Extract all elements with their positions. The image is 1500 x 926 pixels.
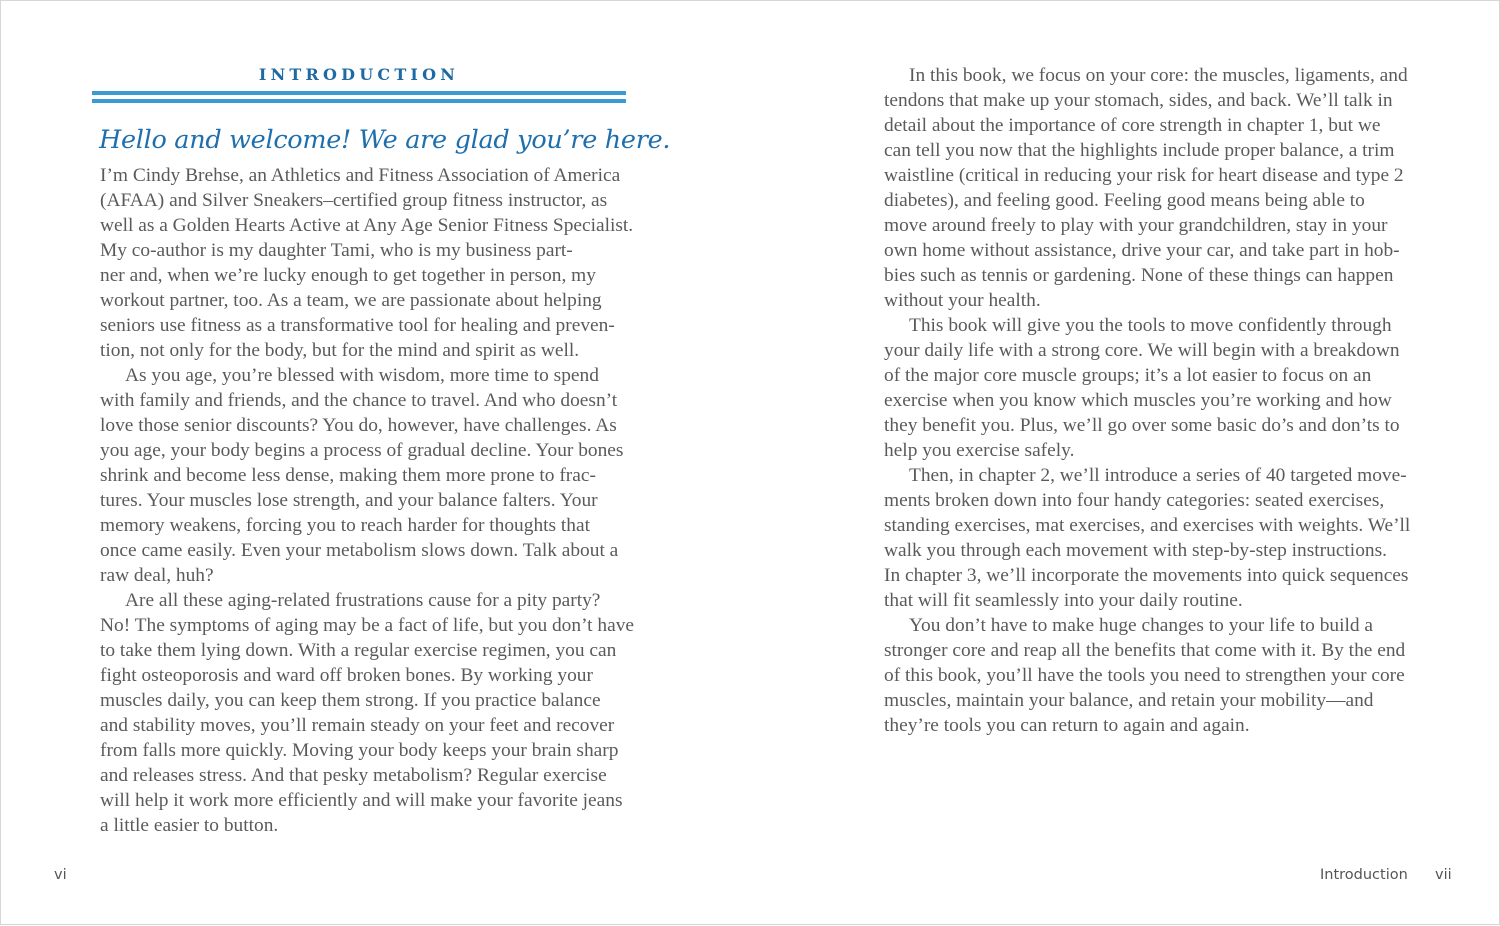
text-line: once came easily. Even your metabolism slows down. Talk about a xyxy=(100,540,619,561)
text-line: This book will give you the tools to move confidently through xyxy=(909,315,1392,336)
text-line: ner and, when we’re lucky enough to get together in person, my xyxy=(100,265,596,286)
text-line: a little easier to button. xyxy=(100,815,279,836)
text-line: exercise when you know which muscles you’re working and how xyxy=(884,390,1392,411)
text-line: waistline (critical in reducing your risk for heart disease and type 2 xyxy=(884,165,1404,186)
paragraph xyxy=(884,313,1404,463)
section-label: INTRODUCTION xyxy=(258,65,460,84)
text-line: You don’t have to make huge changes to your life to build a xyxy=(909,615,1374,636)
text-line: with family and friends, and the chance to travel. And who doesn’t xyxy=(100,390,618,411)
running-head: Introduction xyxy=(1320,867,1408,883)
text-line: can tell you now that the highlights include proper balance, a trim xyxy=(884,140,1395,161)
text-line: In this book, we focus on your core: the muscles, ligaments, and xyxy=(909,65,1408,86)
page-number-right: vii xyxy=(1435,867,1452,883)
text-line: muscles daily, you can keep them strong. If you practice balance xyxy=(100,690,601,711)
text-line: memory weakens, forcing you to reach harder for thoughts that xyxy=(100,515,590,536)
text-line: will help it work more efficiently and will make your favorite jeans xyxy=(100,790,623,811)
paragraph xyxy=(100,363,624,588)
text-line: (AFAA) and Silver Sneakers–certified group fitness instructor, as xyxy=(100,190,608,211)
text-line: muscles, maintain your balance, and retain your mobility—and xyxy=(884,690,1374,711)
heading-rule-bottom xyxy=(92,99,626,103)
text-line: help you exercise safely. xyxy=(884,440,1075,461)
text-line: your daily life with a strong core. We will begin with a breakdown xyxy=(884,340,1400,361)
text-line: and releases stress. And that pesky metabolism? Regular exercise xyxy=(100,765,607,786)
text-line: fight osteoporosis and ward off broken bones. By working your xyxy=(100,665,593,686)
text-line: Are all these aging-related frustrations cause for a pity party? xyxy=(125,590,601,611)
text-line: In chapter 3, we’ll incorporate the movements into quick sequences xyxy=(884,565,1409,586)
heading-rule-top xyxy=(92,91,626,95)
text-line: As you age, you’re blessed with wisdom, more time to spend xyxy=(125,365,599,386)
text-line: they benefit you. Plus, we’ll go over some basic do’s and don’ts to xyxy=(884,415,1400,436)
chapter-heading: Hello and welcome! We are glad you’re here. xyxy=(99,125,671,155)
text-line: tion, not only for the body, but for the mind and spirit as well. xyxy=(100,340,580,361)
text-line: that will fit seamlessly into your daily routine. xyxy=(884,590,1243,611)
text-line: No! The symptoms of aging may be a fact of life, but you don’t have xyxy=(100,615,635,636)
text-line: My co-author is my daughter Tami, who is my business part- xyxy=(100,240,573,261)
text-line: Then, in chapter 2, we’ll introduce a series of 40 targeted move- xyxy=(909,465,1407,486)
text-line: stronger core and reap all the benefits that come with it. By the end xyxy=(884,640,1406,661)
text-line: and stability moves, you’ll remain steady on your feet and recover xyxy=(100,715,615,736)
text-line: of the major core muscle groups; it’s a lot easier to focus on an xyxy=(884,365,1372,386)
right-body-text xyxy=(884,63,1411,738)
right-page xyxy=(751,1,1500,926)
text-line: to take them lying down. With a regular exercise regimen, you can xyxy=(100,640,617,661)
paragraph xyxy=(884,463,1411,613)
page-number-left: vi xyxy=(54,867,67,883)
paragraph xyxy=(100,588,635,838)
text-line: tures. Your muscles lose strength, and your balance falters. Your xyxy=(100,490,598,511)
text-line: diabetes), and feeling good. Feeling good means being able to xyxy=(884,190,1365,211)
left-body-text xyxy=(100,163,635,838)
text-line: I’m Cindy Brehse, an Athletics and Fitness Association of America xyxy=(100,165,621,186)
text-line: seniors use fitness as a transformative tool for healing and preven- xyxy=(100,315,615,336)
text-line: from falls more quickly. Moving your body keeps your brain sharp xyxy=(100,740,619,761)
text-line: walk you through each movement with step-by-step instructions. xyxy=(884,540,1387,561)
paragraph xyxy=(100,163,634,363)
text-line: ments broken down into four handy categories: seated exercises, xyxy=(884,490,1385,511)
paragraph xyxy=(884,63,1408,313)
text-line: without your health. xyxy=(884,290,1041,311)
text-line: move around freely to play with your grandchildren, stay in your xyxy=(884,215,1388,236)
text-line: bies such as tennis or gardening. None of these things can happen xyxy=(884,265,1394,286)
text-line: love those senior discounts? You do, however, have challenges. As xyxy=(100,415,617,436)
text-line: well as a Golden Hearts Active at Any Age Senior Fitness Specialist. xyxy=(100,215,634,236)
text-line: own home without assistance, drive your car, and take part in hob- xyxy=(884,240,1400,261)
text-line: detail about the importance of core strength in chapter 1, but we xyxy=(884,115,1381,136)
text-line: shrink and become less dense, making them more prone to frac- xyxy=(100,465,596,486)
text-line: standing exercises, mat exercises, and exercises with weights. We’ll xyxy=(884,515,1411,536)
text-line: workout partner, too. As a team, we are passionate about helping xyxy=(100,290,602,311)
text-line: raw deal, huh? xyxy=(100,565,214,586)
text-line: of this book, you’ll have the tools you need to strengthen your core xyxy=(884,665,1405,686)
text-line: they’re tools you can return to again and again. xyxy=(884,715,1250,736)
paragraph xyxy=(884,613,1404,738)
text-line: you age, your body begins a process of gradual decline. Your bones xyxy=(100,440,624,461)
text-line: tendons that make up your stomach, sides, and back. We’ll talk in xyxy=(884,90,1393,111)
left-page xyxy=(1,1,751,926)
